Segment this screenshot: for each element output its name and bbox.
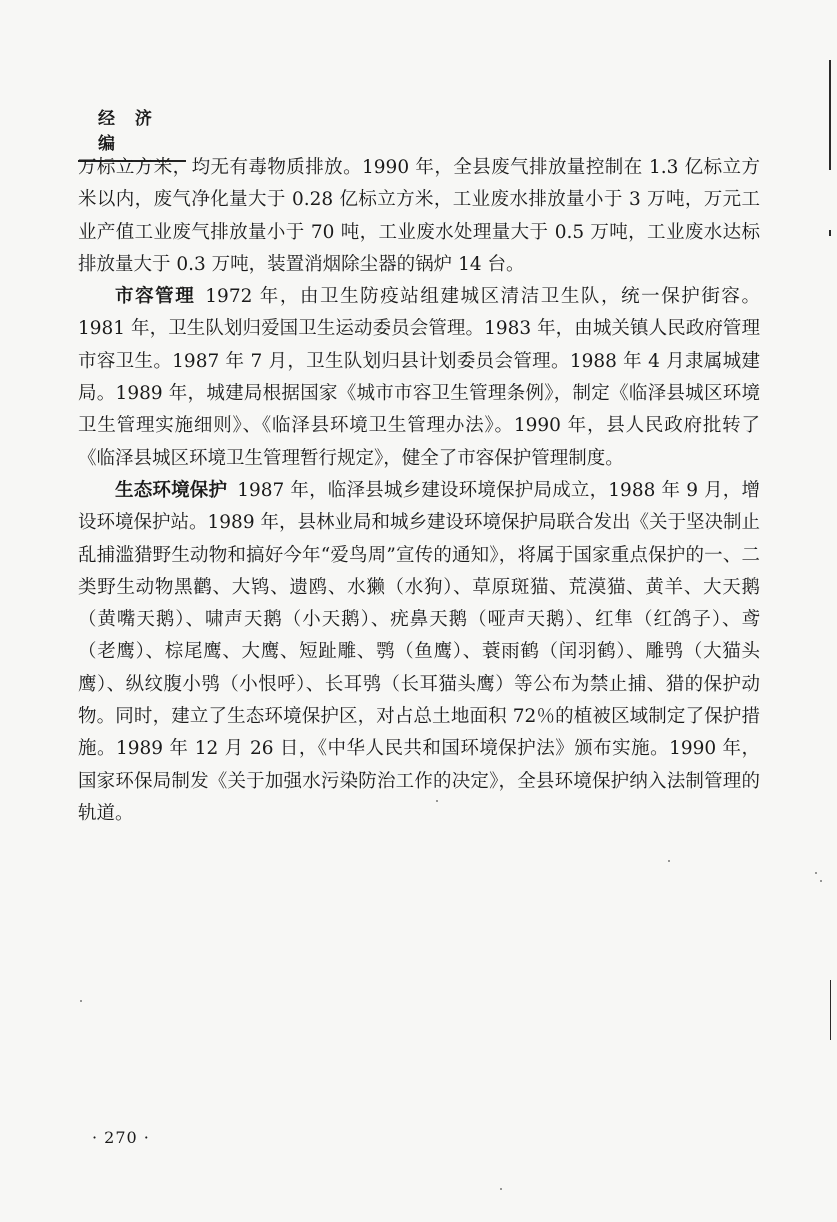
paragraph-heading: 市容管理 bbox=[115, 286, 196, 308]
paragraph-emissions bbox=[78, 152, 760, 281]
paragraph-text: 1987 年，临泽县城乡建设环境保护局成立，1988 年 9 月，增设环境保护站。1989 年，县林业局和城乡建设环境保护局联合发出《关于坚决制止乱捕滥猎野生动物和搞好今年“爱鸟周”宣传的通知》，将属于国家重点保护的一、二类野生动物黑鹳、大鸨、遗鸥、水獭（水狗）、草原斑猫、荒漠猫、黄羊、大天鹅（黄嘴天鹅）、啸声天鹅（小天鹅）、疣鼻天鹅（哑声天鹅）、红隼（红鸽子）、鸢（老鹰）、棕尾鹰、大鹰、短趾雕、鹗（鱼鹰）、蓑雨鹤（闰羽鹤）、雕鸮（大猫头鹰）、纵纹腹小鸮（小恨呼）、长耳鸮（长耳猫头鹰）等公布为禁止捕、猎的保护动物。同时，建立了生态环境保护区，对占总土地面积 72％的植被区域制定了保护措施。1989 年 12 月 26 日，《中华人民共和国环境保护法》颁布实施。1990 年，国家环保局制发《关于加强水污染防治工作的决定》，全县环境保护纳入法制管理的轨道。 bbox=[78, 479, 760, 824]
section-title: 经 济 编 bbox=[98, 109, 159, 154]
scan-edge-mark bbox=[829, 230, 831, 236]
paragraph-ecology bbox=[78, 475, 760, 830]
page-number: · 270 · bbox=[92, 1128, 150, 1147]
paragraph-heading: 生态环境保护 bbox=[115, 479, 228, 501]
paragraph-text: 万标立方米，均无有毒物质排放。1990 年，全县废气排放量控制在 1.3 亿标立方米以内，废气净化量大于 0.28 亿标立方米，工业废水排放量小于 3 万吨，万元工业产值工业废气排放量小于 70 吨，工业废水处理量大于 0.5 万吨，工业废水达标排放量大于 0.3 万吨，装置消烟除尘器的锅炉 14 台。 bbox=[78, 157, 760, 275]
scan-dust bbox=[668, 860, 670, 862]
scan-dust bbox=[820, 880, 822, 882]
paragraph-city-appearance bbox=[78, 281, 760, 475]
scan-dust bbox=[436, 800, 438, 802]
scan-dust bbox=[815, 872, 817, 874]
scan-dust bbox=[80, 1000, 82, 1002]
main-text bbox=[78, 152, 760, 830]
scan-edge-mark bbox=[830, 980, 831, 1040]
scan-edge-mark bbox=[829, 60, 831, 170]
scan-dust bbox=[500, 1188, 502, 1190]
paragraph-text: 1972 年，由卫生防疫站组建城区清洁卫生队，统一保护街容。1981 年，卫生队划归爱国卫生运动委员会管理。1983 年，由城关镇人民政府管理市容卫生。1987 年 7 月，卫生队划归县计划委员会管理。1988 年 4 月隶属城建局。1989 年，城建局根据国家《城市市容卫生管理条例》，制定《临泽县城区环境卫生管理实施细则》、《临泽县环境卫生管理办法》。1990 年，县人民政府批转了《临泽县城区环境卫生管理暂行规定》，健全了市容保护管理制度。 bbox=[78, 286, 760, 469]
